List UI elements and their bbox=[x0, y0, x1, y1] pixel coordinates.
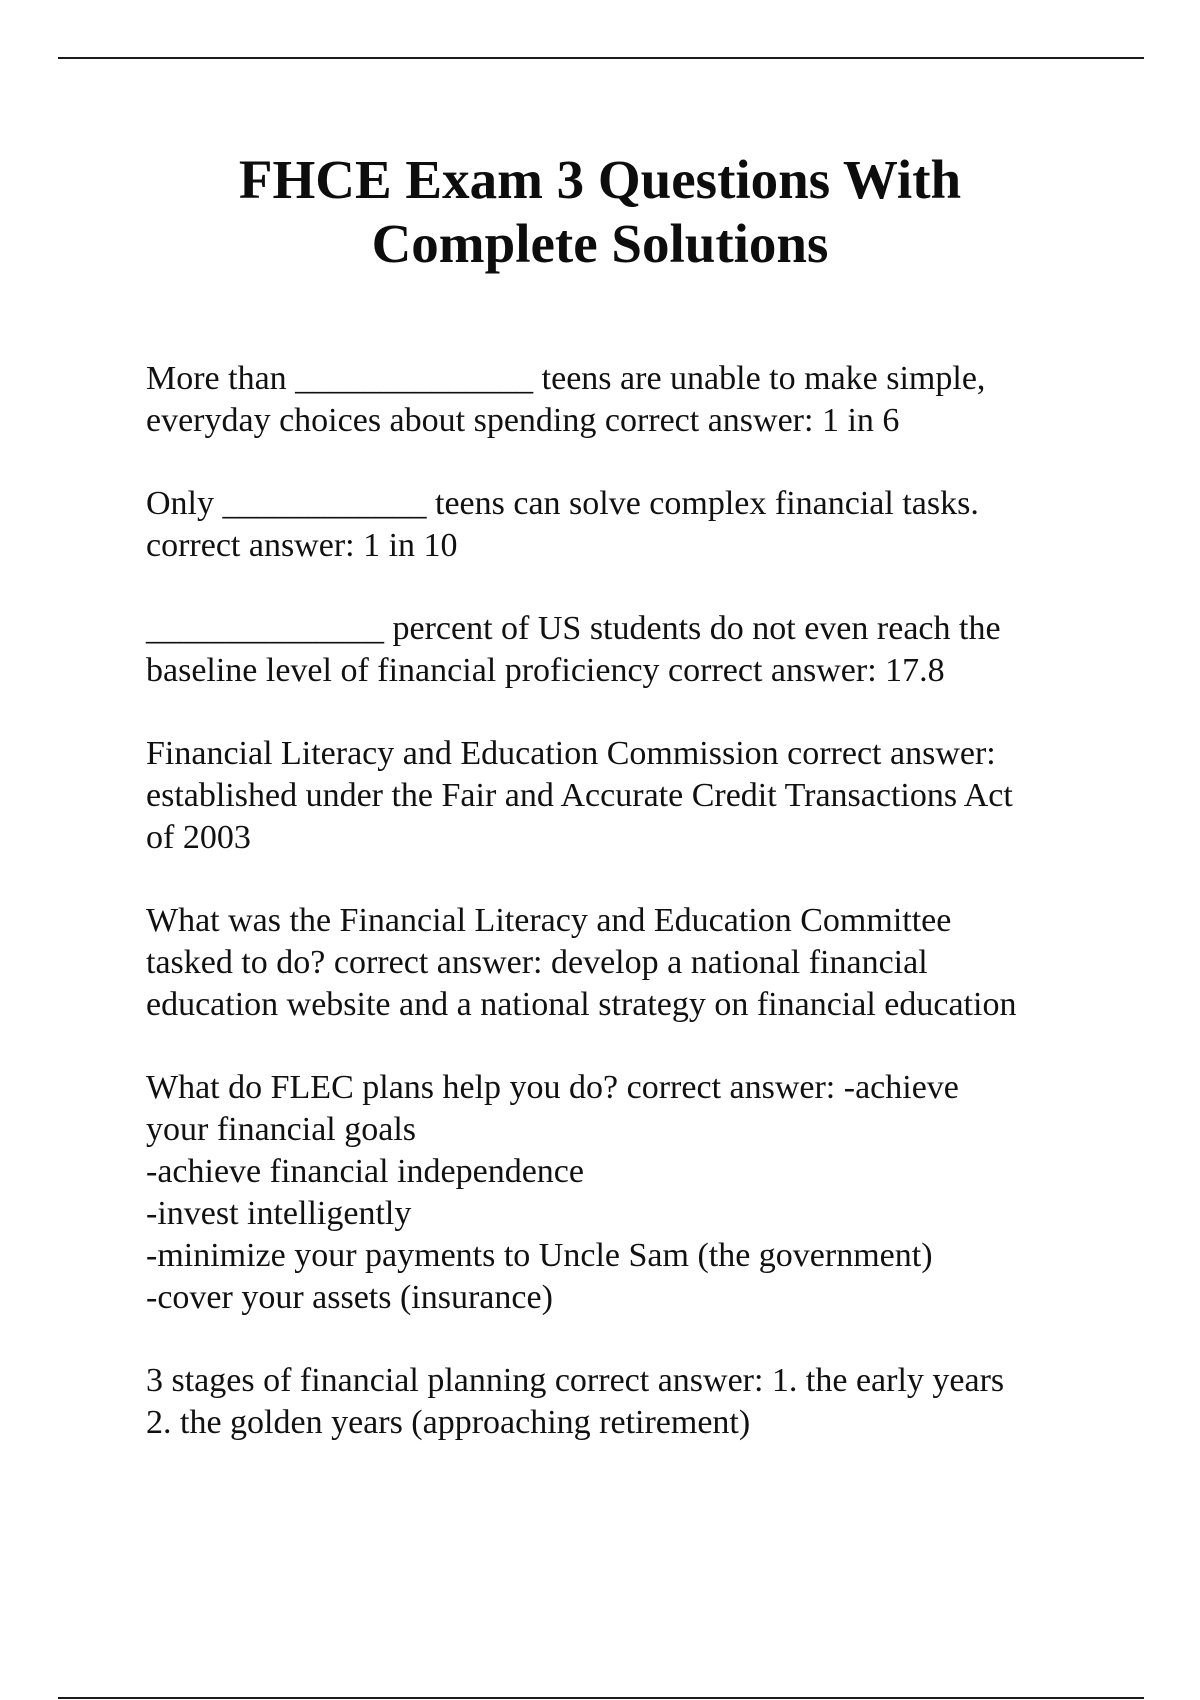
title-line-2: Complete Solutions bbox=[371, 213, 829, 274]
text-line: tasked to do? correct answer: develop a national financial bbox=[146, 944, 928, 981]
text-line: -invest intelligently bbox=[146, 1195, 412, 1232]
text-line: What was the Financial Literacy and Education Committee bbox=[146, 902, 952, 939]
document-title bbox=[0, 148, 1200, 276]
text-line: Only ____________ teens can solve complex financial tasks. bbox=[146, 485, 979, 522]
qa-entry-1 bbox=[146, 358, 1146, 442]
text-line: Financial Literacy and Education Commission correct answer: bbox=[146, 735, 996, 772]
text-line: ______________ percent of US students do not even reach the bbox=[146, 610, 1001, 647]
qa-entry-4 bbox=[146, 733, 1146, 859]
document-body bbox=[146, 358, 1146, 1485]
text-line: your financial goals bbox=[146, 1111, 417, 1148]
qa-text bbox=[146, 1360, 1146, 1444]
text-line: everyday choices about spending correct answer: 1 in 6 bbox=[146, 402, 900, 439]
qa-entry-5 bbox=[146, 900, 1146, 1026]
qa-text bbox=[146, 1067, 1146, 1319]
text-line: correct answer: 1 in 10 bbox=[146, 527, 458, 564]
qa-entry-2 bbox=[146, 483, 1146, 567]
qa-text bbox=[146, 608, 1146, 692]
top-rule bbox=[58, 57, 1144, 59]
text-line: 2. the golden years (approaching retirement) bbox=[146, 1404, 751, 1441]
qa-text bbox=[146, 733, 1146, 859]
text-line: established under the Fair and Accurate Credit Transactions Act bbox=[146, 777, 1013, 814]
text-line: -achieve financial independence bbox=[146, 1153, 584, 1190]
title-line-1: FHCE Exam 3 Questions With bbox=[238, 149, 962, 210]
text-line: of 2003 bbox=[146, 819, 251, 856]
qa-text bbox=[146, 900, 1146, 1026]
qa-entry-3 bbox=[146, 608, 1146, 692]
text-line: -cover your assets (insurance) bbox=[146, 1279, 553, 1316]
bottom-rule bbox=[58, 1697, 1144, 1699]
qa-text bbox=[146, 358, 1146, 442]
text-line: More than ______________ teens are unable to make simple, bbox=[146, 360, 986, 397]
text-line: -minimize your payments to Uncle Sam (the government) bbox=[146, 1237, 933, 1274]
text-line: What do FLEC plans help you do? correct answer: -achieve bbox=[146, 1069, 959, 1106]
text-line: baseline level of financial proficiency correct answer: 17.8 bbox=[146, 652, 945, 689]
qa-text bbox=[146, 483, 1146, 567]
text-line: education website and a national strategy on financial education bbox=[146, 986, 1017, 1023]
qa-entry-7 bbox=[146, 1360, 1146, 1444]
text-line: 3 stages of financial planning correct answer: 1. the early years bbox=[146, 1362, 1005, 1399]
qa-entry-6 bbox=[146, 1067, 1146, 1319]
